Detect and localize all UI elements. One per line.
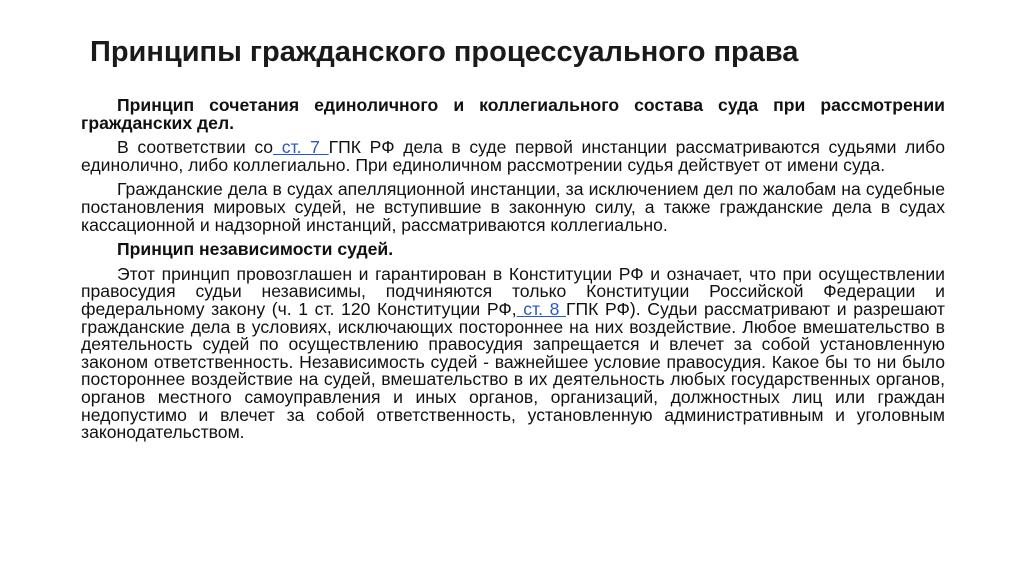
slide-title: Принципы гражданского процессуального права [90,36,799,68]
paragraph-article-7 [81,139,945,174]
principle-heading-composition: Принцип сочетания единоличного и коллегиального состава суда при рассмотрении гражданских дел. [81,95,945,133]
paragraph-independence [81,263,945,443]
paragraph-text: ГПК РФ). Судьи рассматривают и разрешают гражданские дела в условиях, исключающих постороннее на них воздействие. Любое вмешательство в деятельность судей по осуществлению правосудия запрещается и влечет за собой установленную законом ответственность. Независимость судей - важнейшее условие правосудия. Какое бы то ни было постороннее воздействие на судей, вмешательство в их деятельность любых государственных органов, органов местного самоуправления и иных органов, организаций, должностных лиц или граждан недопустимо и влечет за собой ответственность, установленную административным и уголовным законодательством. [81,298,945,443]
paragraph-text: ГПК РФ дела в суде первой инстанции рассматриваются судьями либо единолично, либо коллегиально. При единоличном рассмотрении судья действует от имени суда. [81,137,945,175]
slide-body [81,97,945,449]
article-8-link[interactable]: ст. 8 [516,298,566,319]
article-7-link[interactable]: ст. 7 [273,137,329,158]
principle-heading-independence: Принцип независимости судей. [117,239,394,260]
paragraph-appeal-courts: Гражданские дела в судах апелляционной инстанции, за исключением дел по жалобам на судебные постановления мировых судей, не вступившие в законную силу, а также гражданские дела в судах кассационной и надзорной инстанций, рассматриваются коллегиально. [81,179,945,235]
paragraph-text: Этот принцип провозглашен и гарантирован в Конституции РФ и означает, что при осуществлении правосудия судьи независимы, подчиняются только Конституции Российской Федерации и федеральному закону (ч. 1 ст. 120 Конституции РФ, [81,263,945,319]
paragraph-text: В соответствии со [117,137,274,158]
